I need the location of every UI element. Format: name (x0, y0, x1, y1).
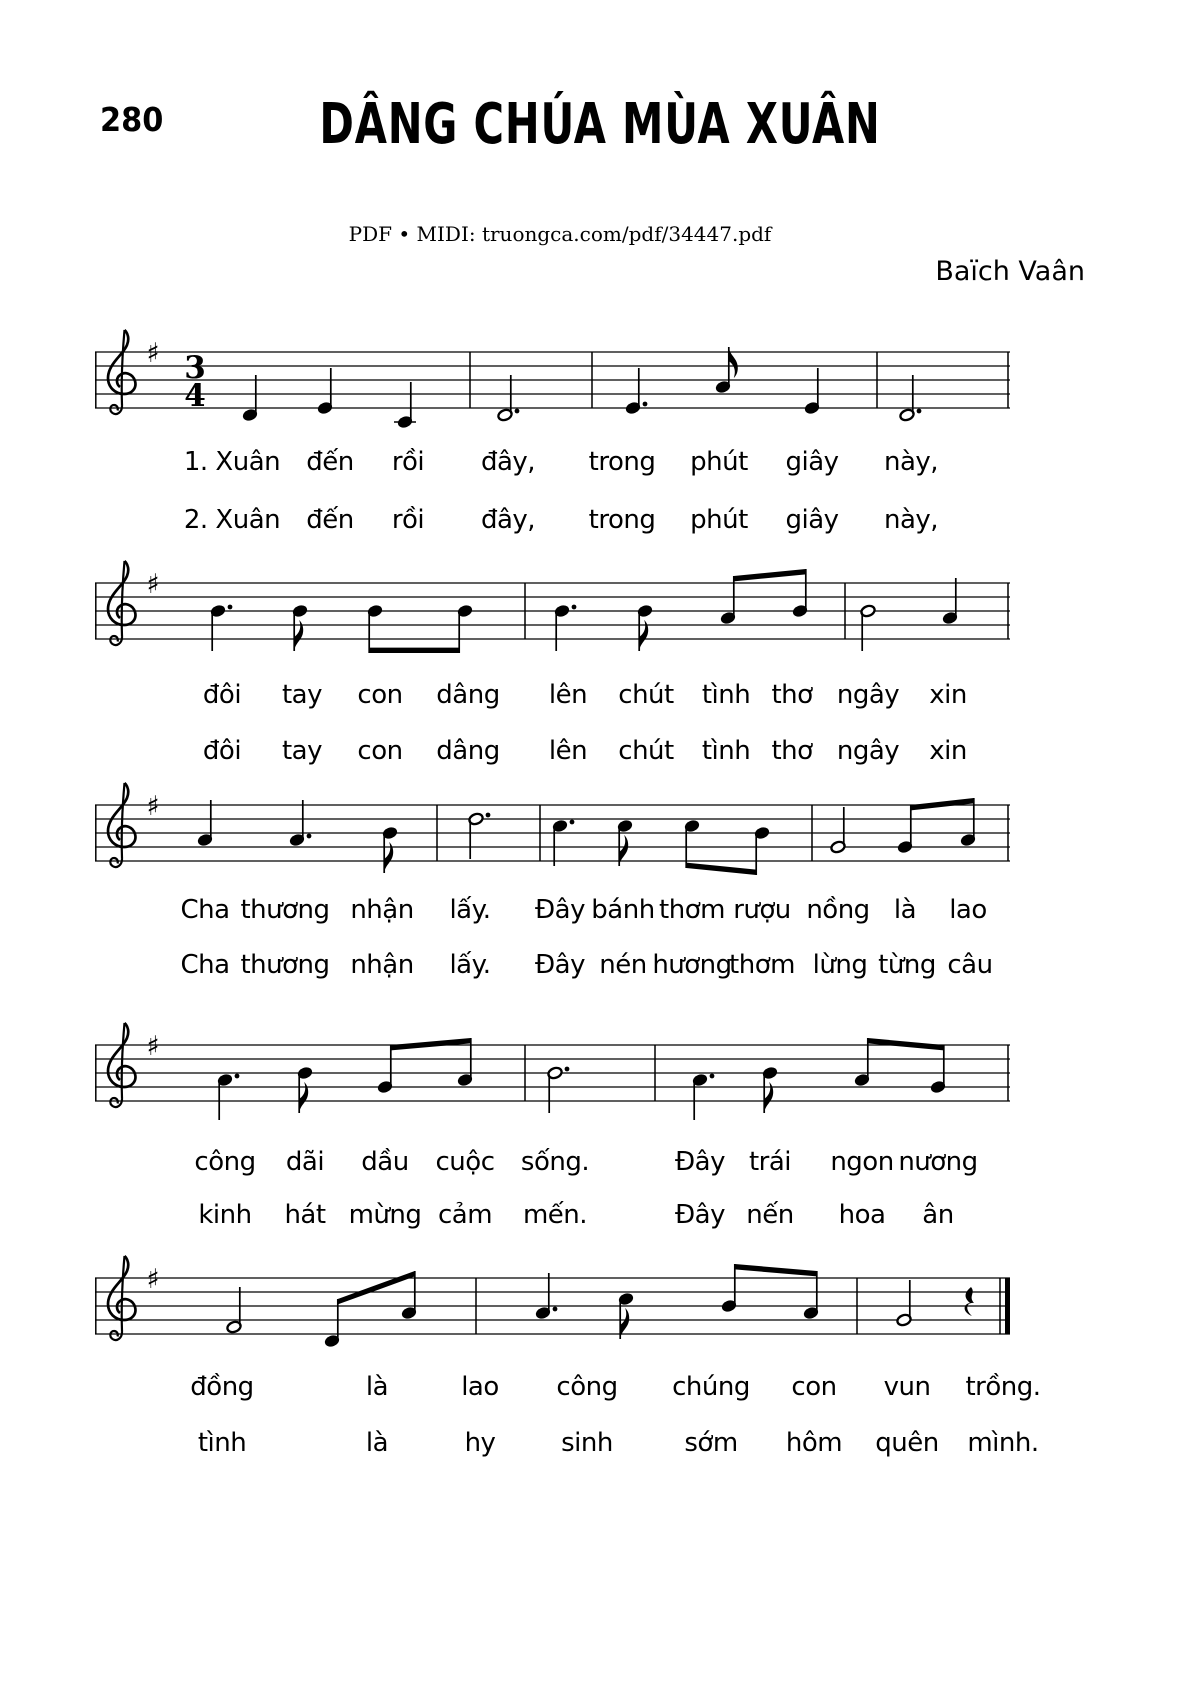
lyric-word: này, (883, 447, 939, 477)
lyric-word: Đây (535, 895, 585, 925)
lyric-word: hoa (838, 1200, 886, 1230)
lyric-word: con (791, 1372, 837, 1402)
beam (734, 569, 806, 581)
lyric-word: nồng (806, 895, 870, 925)
lyric-word: sớm (684, 1428, 738, 1458)
beam (391, 1038, 471, 1050)
augmentation-dot (570, 820, 575, 825)
lyric-word: lừng (812, 950, 868, 980)
lyric-word: mình. (967, 1428, 1039, 1458)
lyric-word: bánh (591, 895, 655, 925)
augmentation-dot (235, 1074, 240, 1079)
lyric-word: trái (748, 1147, 792, 1177)
augmentation-dot (643, 402, 648, 407)
page-title: DÂNG CHÚA MÙA XUÂN (319, 92, 881, 157)
lyric-word: dâng (436, 736, 500, 766)
lyric-word: lao (461, 1372, 499, 1402)
augmentation-dot (515, 409, 520, 414)
music-staff (95, 1243, 1015, 1363)
lyric-word: cuộc (435, 1147, 495, 1177)
lyric-word: lao (949, 895, 987, 925)
augmentation-dot (486, 813, 491, 818)
lyric-word: 2. Xuân (183, 505, 281, 535)
augmentation-dot (228, 605, 233, 610)
sharp-icon: ♯ (146, 1264, 160, 1295)
lyric-word: công (194, 1147, 256, 1177)
lyric-word: giây (785, 505, 839, 535)
sharp-icon: ♯ (146, 338, 160, 369)
lyric-word: rượu (733, 895, 791, 925)
lyric-word: con (357, 736, 403, 766)
lyric-word: 1. Xuân (183, 447, 281, 477)
sharp-icon: ♯ (146, 569, 160, 600)
quarter-rest (965, 1287, 974, 1316)
sharp-icon: ♯ (146, 1031, 160, 1062)
lyric-word: tay (281, 680, 323, 710)
author-credit: Baïch Vaân (935, 256, 1085, 287)
lyric-word: dầu (361, 1147, 409, 1177)
beam (369, 648, 459, 653)
lyric-word: thơm (729, 950, 795, 980)
final-barline (1005, 1278, 1010, 1334)
treble-clef-icon (108, 561, 135, 645)
treble-clef-icon (108, 330, 135, 414)
lyric-word: thương (240, 895, 330, 925)
lyric-word: hôm (785, 1428, 843, 1458)
lyric-word: xin (929, 736, 967, 766)
lyric-word: lấy. (449, 895, 491, 925)
lyric-word: nương (898, 1147, 978, 1177)
beam (735, 1264, 817, 1276)
lyric-word: nén (599, 950, 647, 980)
beam (868, 1038, 944, 1050)
lyric-word: kinh (198, 1200, 252, 1230)
lyrics-staff2-verse1 (95, 680, 1015, 714)
lyric-word: đến (306, 447, 354, 477)
lyric-word: hát (284, 1200, 326, 1230)
lyric-word: nhận (350, 895, 414, 925)
lyric-word: thơ (771, 736, 813, 766)
augmentation-dot (553, 1307, 558, 1312)
lyrics-staff5-verse1 (95, 1372, 1041, 1406)
lyric-word: dâng (436, 680, 500, 710)
song-number: 280 (100, 100, 164, 139)
lyric-word: tình (701, 680, 751, 710)
time-signature: 4 (184, 378, 206, 414)
lyric-word: hy (464, 1428, 496, 1458)
lyric-word: quên (875, 1428, 939, 1458)
lyric-word: mừng (348, 1200, 422, 1230)
lyric-word: thương (240, 950, 330, 980)
pdf-midi-link-text: PDF • MIDI: truongca.com/pdf/34447.pdf (348, 222, 772, 246)
lyrics-staff3-verse2 (95, 950, 1015, 984)
augmentation-dot (572, 605, 577, 610)
lyric-word: phút (690, 505, 748, 535)
lyric-word: tay (281, 736, 323, 766)
lyric-word: cảm (437, 1200, 493, 1230)
lyric-word: là (365, 1428, 389, 1458)
lyric-word: lấy. (449, 950, 491, 980)
lyric-word: đôi (202, 680, 242, 710)
lyric-word: mến. (522, 1200, 588, 1230)
lyric-word: đây, (480, 505, 536, 535)
lyric-word: ân (922, 1200, 954, 1230)
beam (338, 1271, 415, 1304)
lyric-word: vun (883, 1372, 931, 1402)
lyric-word: chút (618, 736, 674, 766)
lyric-word: Đây (675, 1147, 725, 1177)
lyric-word: tình (701, 736, 751, 766)
lyric-word: Cha (180, 895, 230, 925)
lyric-word: Đây (535, 950, 585, 980)
lyric-word: sinh (561, 1428, 613, 1458)
music-staff (95, 770, 1015, 890)
lyric-word: Cha (180, 950, 230, 980)
lyric-word: đồng (190, 1372, 254, 1402)
music-staff (95, 317, 1015, 437)
lyric-word: chúng (672, 1372, 750, 1402)
augmentation-dot (917, 409, 922, 414)
lyric-word: rồi (391, 447, 425, 477)
lyric-word: hương (652, 950, 732, 980)
lyrics-staff1-verse2 (95, 505, 1015, 539)
lyric-word: dãi (285, 1147, 325, 1177)
lyric-word: Đây (675, 1200, 725, 1230)
lyric-word: trong (588, 447, 656, 477)
treble-clef-icon (108, 783, 135, 867)
lyric-word: là (365, 1372, 389, 1402)
lyric-word: lên (548, 736, 588, 766)
treble-clef-icon (108, 1023, 135, 1107)
beam (686, 863, 756, 875)
lyric-word: chút (618, 680, 674, 710)
lyric-word: con (357, 680, 403, 710)
lyric-word: là (893, 895, 917, 925)
lyrics-staff3-verse1 (95, 895, 1015, 929)
lyric-word: nhận (350, 950, 414, 980)
sharp-icon: ♯ (146, 791, 160, 822)
lyric-word: trong (588, 505, 656, 535)
lyrics-staff1-verse1 (95, 447, 1015, 481)
lyric-word: trồng. (965, 1372, 1041, 1402)
lyric-word: phút (690, 447, 748, 477)
augmentation-dot (710, 1074, 715, 1079)
music-staff (95, 1010, 1015, 1130)
lyric-word: ngây (836, 680, 900, 710)
lyrics-staff4-verse1 (95, 1147, 1015, 1181)
lyric-word: đây, (480, 447, 536, 477)
time-signature: 3 (184, 350, 206, 386)
lyrics-staff2-verse2 (95, 736, 1015, 770)
lyric-word: thơm (659, 895, 725, 925)
lyric-word: rồi (391, 505, 425, 535)
augmentation-dot (307, 834, 312, 839)
lyric-word: ngây (836, 736, 900, 766)
treble-clef-icon (108, 1256, 135, 1340)
lyric-word: câu (947, 950, 993, 980)
lyric-word: tình (197, 1428, 247, 1458)
lyric-word: ngon (830, 1147, 894, 1177)
lyric-word: lên (548, 680, 588, 710)
lyric-word: xin (929, 680, 967, 710)
lyric-word: từng (878, 950, 936, 980)
lyric-word: sống. (520, 1147, 590, 1177)
lyric-word: giây (785, 447, 839, 477)
music-staff (95, 548, 1015, 668)
beam (911, 798, 974, 810)
lyric-word: nến (746, 1200, 794, 1230)
lyric-word: công (556, 1372, 618, 1402)
lyric-word: đến (306, 505, 354, 535)
augmentation-dot (565, 1067, 570, 1072)
lyric-word: đôi (202, 736, 242, 766)
lyrics-staff5-verse2 (95, 1428, 1039, 1462)
lyric-word: thơ (771, 680, 813, 710)
lyric-word: này, (883, 505, 939, 535)
lyrics-staff4-verse2 (95, 1200, 1015, 1234)
